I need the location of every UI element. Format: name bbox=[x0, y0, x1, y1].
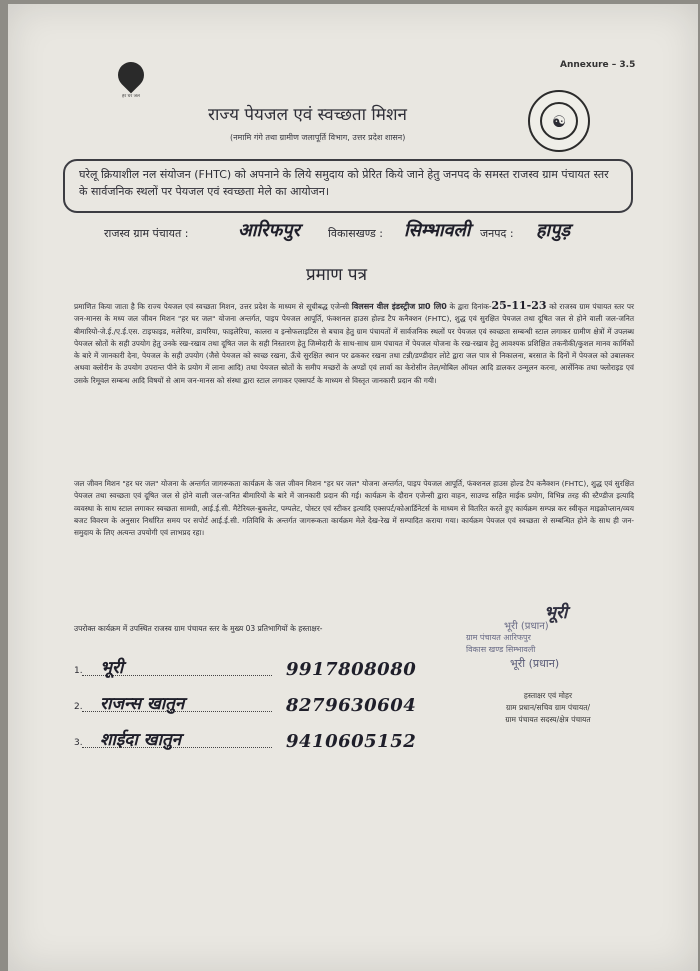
gram-panchayat-value: आरिफपुर bbox=[238, 220, 300, 241]
uttar-pradesh-emblem-icon: ☯ bbox=[540, 102, 578, 140]
certificate-paragraph-1 bbox=[74, 300, 634, 387]
stamp-line-2: ग्राम पंचायत आरिफपुर bbox=[466, 633, 531, 642]
participant-signature: भूरी bbox=[100, 658, 124, 678]
paragraph1-date-label: के द्वारा दिनांक- bbox=[449, 302, 492, 311]
participant-row bbox=[74, 690, 454, 716]
participant-number: 3. bbox=[74, 738, 83, 748]
pradhan-signature-2: भूरी (प्रधान) bbox=[510, 657, 560, 670]
uttar-pradesh-emblem bbox=[528, 90, 590, 152]
annexure-label: Annexure – 3.5 bbox=[560, 60, 636, 70]
seal-caption-line-1: हस्ताक्षर एवं मोहर bbox=[523, 691, 573, 700]
participant-row bbox=[74, 654, 454, 680]
participants-heading: उपरोक्त कार्यक्रम में उपस्थित राजस्व ग्राम पंचायत स्तर के मुख्य 03 प्रतिभागियों के हस्ताक्षर- bbox=[74, 624, 323, 633]
block-value: सिम्भावली bbox=[404, 220, 471, 241]
event-banner: घरेलू क्रियाशील नल संयोजन (FHTC) को अपनाने के लिये समुदाय को प्रेरित किये जाने हेतु जनपद के समस्त राजस्व ग्राम पंचायत स्तर के सार्वजनिक स्थलों पर पेयजल एवं स्वच्छता मेले का आयोजन। bbox=[63, 159, 633, 213]
participant-signature: राजन्स खातुन bbox=[100, 694, 185, 714]
event-date: 25-11-23 bbox=[491, 299, 547, 312]
seal-caption-line-3: ग्राम पंचायत सदस्य/क्षेत्र पंचायत bbox=[505, 715, 591, 724]
block-label: विकासखण्ड : bbox=[328, 227, 384, 240]
participant-phone: 9917808080 bbox=[286, 659, 417, 680]
pradhan-stamp bbox=[464, 594, 614, 674]
participant-signature: शाईदा खातुन bbox=[100, 730, 182, 750]
gram-panchayat-label: राजस्व ग्राम पंचायत : bbox=[104, 227, 189, 240]
district-label: जनपद : bbox=[480, 227, 514, 240]
admin-details-row bbox=[104, 218, 644, 248]
paragraph1-body: को राजस्व ग्राम पंचायत स्तर पर जन-मानस के मध्य जल जीवन मिशन "हर घर जल" योजना अन्तर्गत, पाइप पेयजल आपूर्ति, फंक्शनल हाउस होल्ड टैप कनैक्शन (FHTC), शुद्ध एवं सुरक्षित पेयजल तथा दूषित जल से होने वाली जल-जनित बीमारियो-जे.ई./ए.ई.एस. टाइफाइड, मलेरिया, डायरिया, फाइलेरिया, कालरा व इन्सेफलाइटिस से बचाव हेतु ग्राम पंचायतों में सार्वजनिक स्थलों पर पेयजल एवं स्वच्छता सम्बन्धी स्टाल लगाकर ग्रामीण क्षेत्रों में उपलब्ध पेयजल स्रोतों के सही उपयोग हेतु उनके रख-रखाव तथा दूषित जल के सही निस्तारण हेतु जिम्मेदारी के साथ-साथ ग्राम पंचायत में पेयजल योजना के रख-रखाव हेतु आवश्यक प्रशिक्षित तकनीकी/कुशल मानव कार्मिकों के बारे में जानकारी देना, पेयजल के सही उपयोग (जैसे पेयजल को स्वच्छ रखना, ऊँचे सुरक्षित स्थान पर ढककर रखना तथा टन्नी/डण्डीदार लोटे द्वारा जल पात्र से निकालना, बरसात के दिनों में पेयजल को उबालकर अथवा क्लोरीन के उपयोग उपरान्त पीने के प्रयोग में लाना आदि) तथा पेयजल स्रोतों के समीप मच्छरों के अण्डों एवं लार्वा का केरोसीन तेल/मोबिल ऑयल आदि डालकर उन्मूलन करना, आर्सेनिक तथा फ्लोराइड एवं उसके रिमूवल सम्बन्ध आदि विषयों से आम जन-मानस को संस्था द्वारा स्टाल लगाकर एक्सपर्ट के माध्यम से विस्तृत जानकारी प्रदान की गयी। bbox=[74, 302, 634, 385]
mission-title: राज्य पेयजल एवं स्वच्छता मिशन bbox=[208, 105, 407, 125]
logo-tagline: हर घर जल bbox=[122, 94, 140, 99]
paragraph1-intro: प्रमाणित किया जाता है कि राज्य पेयजल एवं स्वच्छता मिशन, उत्तर प्रदेश के माध्यम से सूचीबद्ध एजेन्सी bbox=[74, 302, 350, 311]
stamp-line-1: भूरी (प्रधान) bbox=[504, 621, 549, 632]
signature-seal-caption bbox=[448, 690, 648, 726]
water-drop-logo bbox=[102, 62, 160, 99]
participant-number: 1. bbox=[74, 666, 83, 676]
participant-number: 2. bbox=[74, 702, 83, 712]
seal-caption-line-2: ग्राम प्रधान/सचिव ग्राम पंचायत/ bbox=[505, 703, 591, 712]
agency-name: विलसन वील इंडस्ट्रीज प्रा0 लि0 bbox=[351, 302, 447, 311]
pradhan-signature: भूरी bbox=[544, 603, 568, 623]
stamp-line-3: विकास खण्ड सिम्भावली bbox=[466, 645, 536, 654]
certificate-paragraph-2: जल जीवन मिशन "हर घर जल" योजना के अन्तर्गत जागरूकता कार्यक्रम के जल जीवन मिशन "हर घर जल" योजना अन्तर्गत, पाइप पेयजल आपूर्ति, फंक्शनल हाउस होल्ड टैप कनैक्शन (FHTC), शुद्ध एवं सुरक्षित पेयजल तथा स्वच्छता एवं दूषित जल से होने वाली जल-जनित बीमारियों के बारे में जानकारी प्रदान की गई। कार्यक्रम के दौरान एजेन्सी द्वारा वाहन, साउण्ड सहित माईक प्रयोग, विभिन्न तरह की स्टैण्डीज इत्यादि व्यवस्था के साथ स्टाल लगाकर स्वच्छता सामग्री, आई.ई.सी. मैटेरियल-बुकलेट, पम्पलेट, पोस्टर एवं स्टीकर इत्यादि एक्सपर्ट/कोआर्डिनेटर्स के माध्यम से वितरित करते हुए कार्यक्रम सम्पन्न कर स्वीकृत माइक्रोप्लान/व्यय बजट विवरण के अनुसार निर्धारित समय पर सपोर्ट आई.ई.सी. गतिविधि के अन्तर्गत जागरूकता कार्यक्रम मेले देख-रेख में सम्पादित कराया गया। कार्यक्रम पेयजल एवं स्वच्छता से सम्बन्धित होने के साथ ही जन-समुदाय के लिए अत्यन्त उपयोगी एवं लाभप्रद रहा। bbox=[74, 479, 634, 538]
participant-phone: 9410605152 bbox=[286, 731, 417, 752]
participant-phone: 8279630604 bbox=[286, 695, 417, 716]
department-subtitle: (नमामि गंगे तथा ग्रामीण जलापूर्ति विभाग, उत्तर प्रदेश शासन) bbox=[230, 133, 406, 142]
district-value: हापुड़ bbox=[536, 220, 571, 241]
certificate-title: प्रमाण पत्र bbox=[306, 265, 367, 285]
document-page bbox=[8, 4, 698, 971]
participant-row bbox=[74, 726, 454, 752]
water-drop-logo-icon bbox=[113, 57, 150, 94]
